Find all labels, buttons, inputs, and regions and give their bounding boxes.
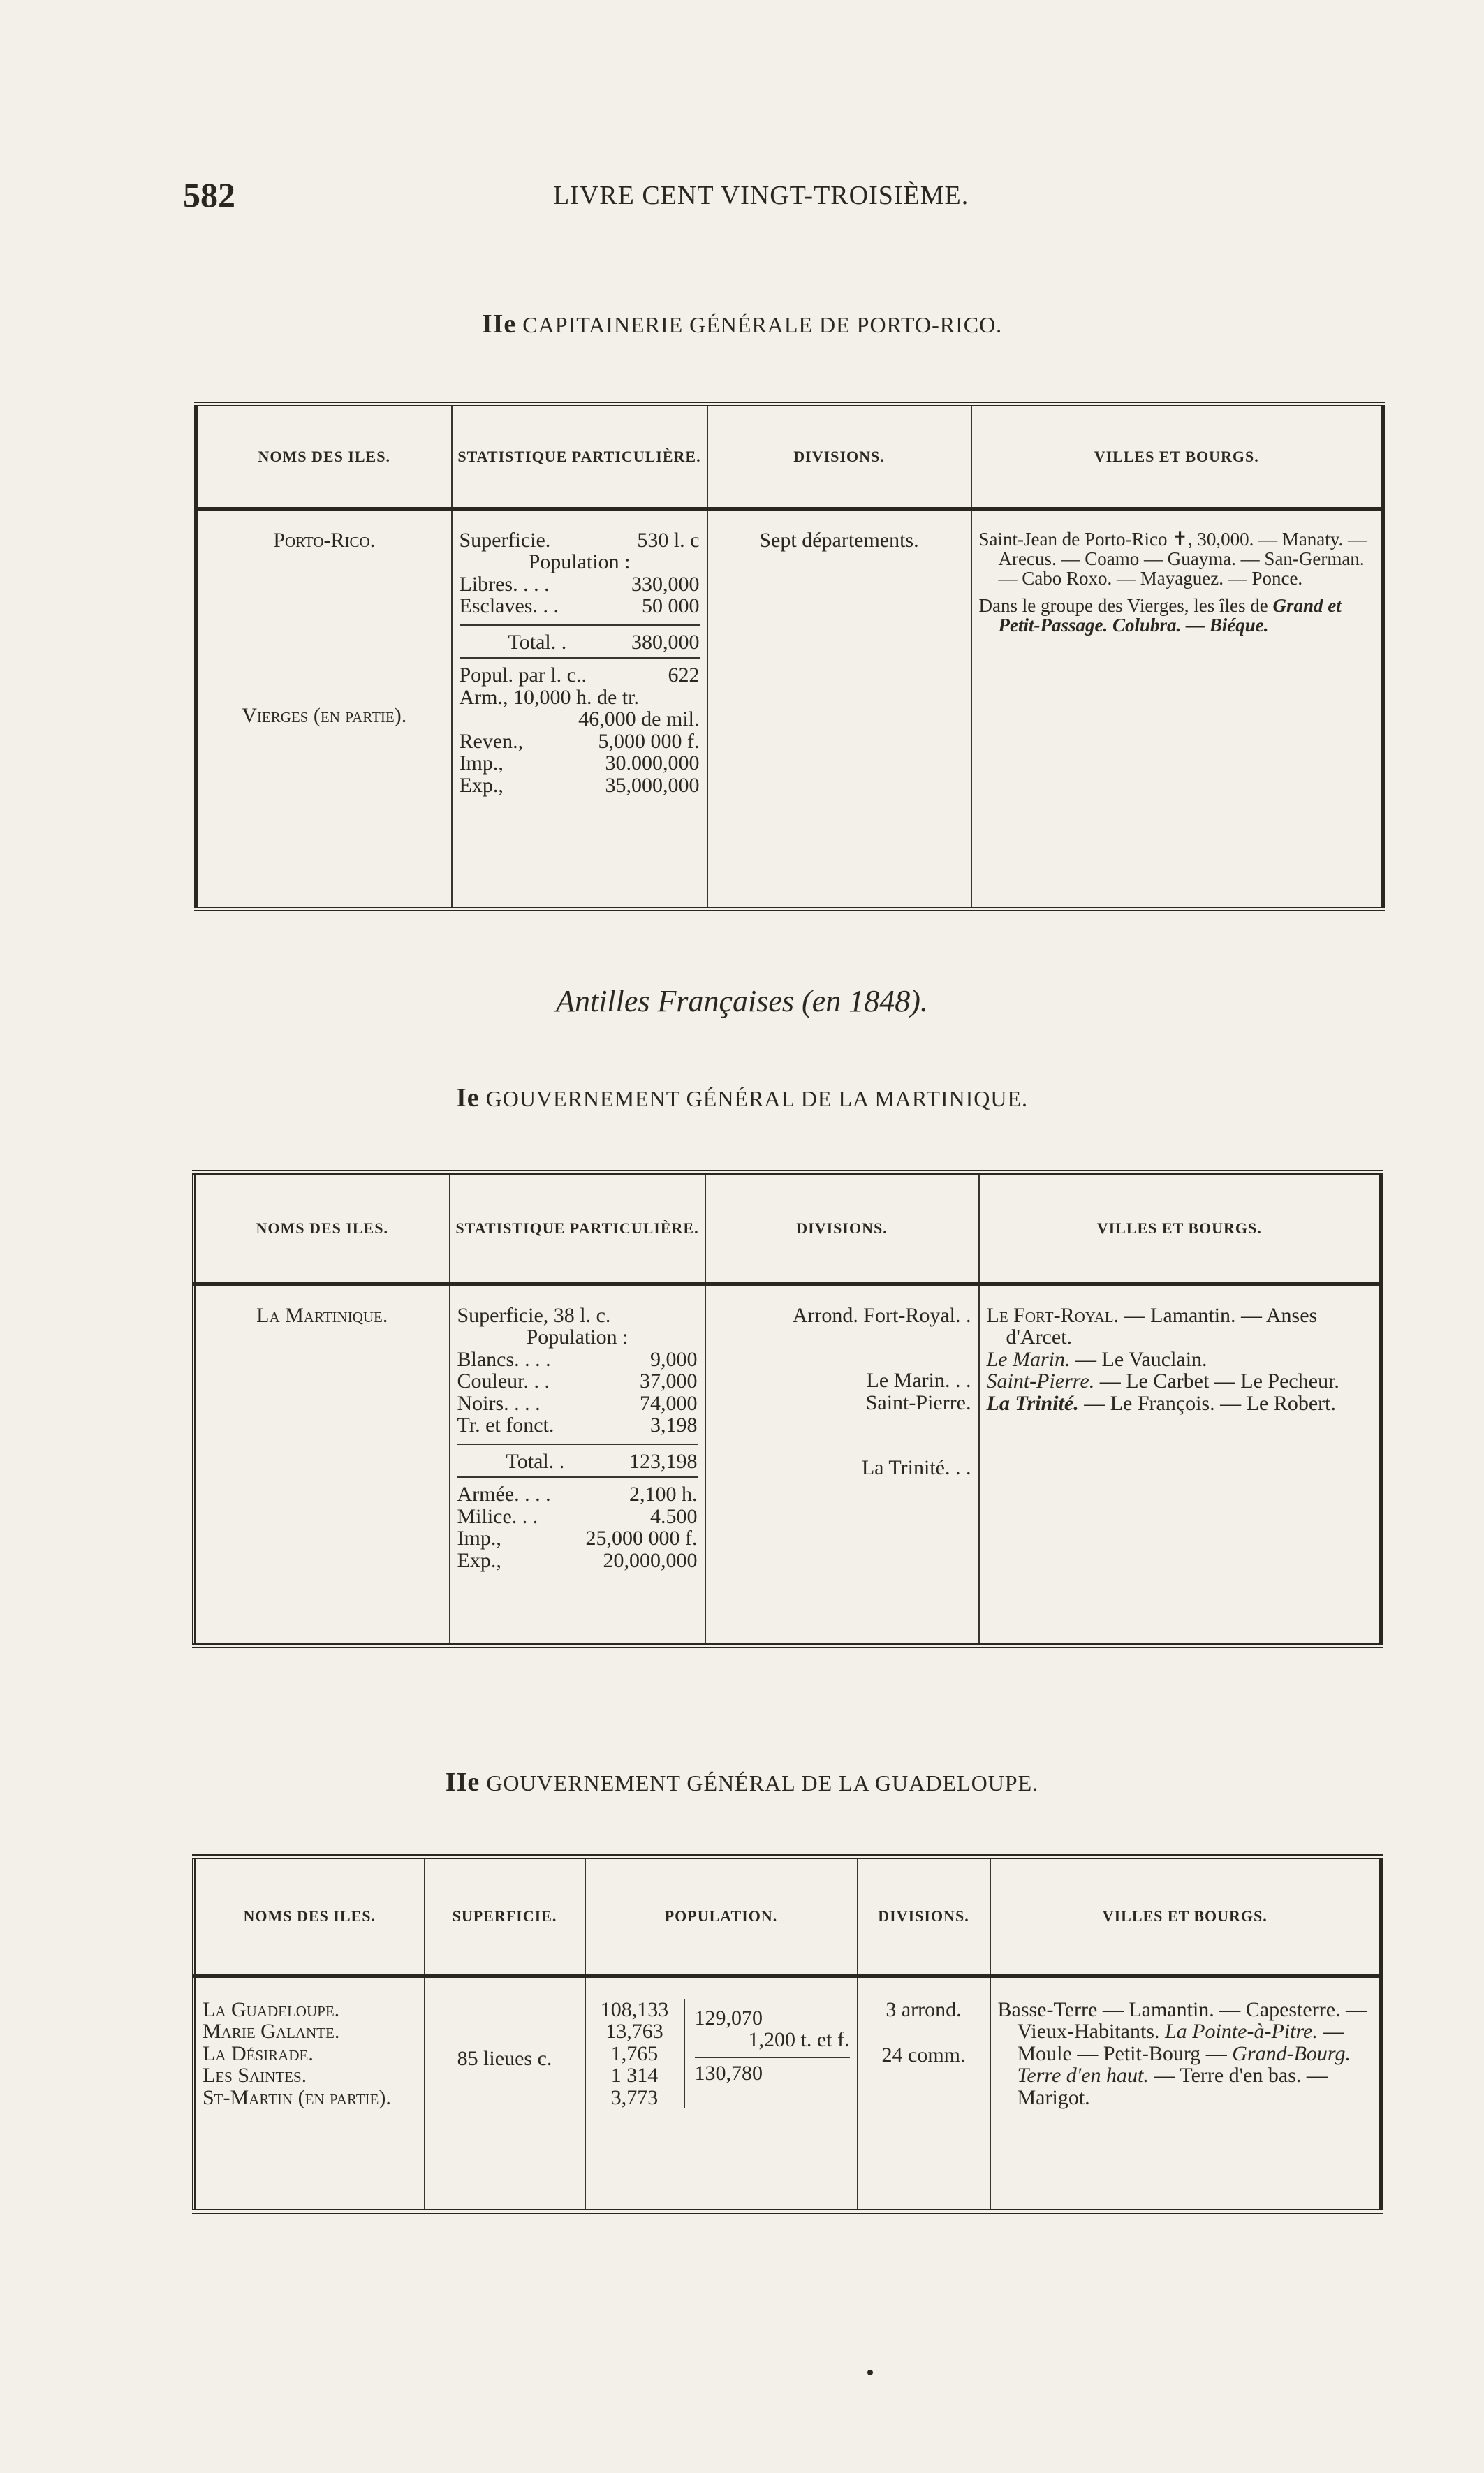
col-header-superficie: SUPERFICIE. xyxy=(425,1857,585,1976)
population-block xyxy=(593,1999,850,2109)
division-text: Le Marin. . . xyxy=(866,1369,971,1392)
stat-line: Exp., 35,000,000 xyxy=(459,773,700,797)
towns-cell xyxy=(990,1976,1381,2212)
divisions-cell xyxy=(705,1284,979,1646)
col-header-names: NOMS DES ILES. xyxy=(194,1857,425,1976)
total-rule xyxy=(457,1476,698,1478)
col-header-towns: VILLES ET BOURGS. xyxy=(971,404,1383,509)
stat-line: Couleur. . . 37,000 xyxy=(457,1370,698,1393)
population-value: 1 314 xyxy=(610,2064,659,2087)
stat-line: Superficie. 530 l. c xyxy=(459,528,700,552)
population-value: 13,763 xyxy=(605,2020,663,2043)
island-name: La Martinique. xyxy=(256,1303,388,1327)
section-title-guadeloupe: IIe GOUVERNEMENT GÉNÉRAL DE LA GUADELOUPE. xyxy=(445,1768,1039,1797)
stat-line: Population : xyxy=(528,550,631,573)
stat-line: Libres. . . . 330,000 xyxy=(459,572,700,596)
island-name: Les Saintes. xyxy=(203,2064,307,2087)
col-header-divisions: DIVISIONS. xyxy=(705,1173,979,1284)
towns-text: Saint-Jean de Porto-Rico ✝, 30,000. — Manaty. — Arecus. — Coamo — Guayma. — San-German. — Cabo Roxo. — Mayaguez. — Ponce. xyxy=(978,528,1367,589)
antilles-francaises-title: Antilles Françaises (en 1848). xyxy=(556,984,928,1018)
stat-line: 46,000 de mil. xyxy=(578,707,700,731)
stat-line: Armée. . . . 2,100 h. xyxy=(457,1483,698,1506)
total-rule xyxy=(460,657,700,659)
total-rule xyxy=(695,2057,850,2058)
division-text: Sept départements. xyxy=(759,528,919,552)
stat-line: Population : xyxy=(526,1326,629,1349)
population-value: 108,133 xyxy=(600,1997,669,2021)
superficie-value: 85 lieues c. xyxy=(457,2046,552,2070)
stat-line: Esclaves. . . 50 000 xyxy=(459,594,700,617)
division-text: 24 comm. xyxy=(881,2043,966,2067)
col-header-names: NOMS DES ILES. xyxy=(196,404,452,509)
towns-cell xyxy=(971,509,1383,909)
decorative-dot xyxy=(867,2370,873,2375)
population-cell xyxy=(585,1976,858,2212)
stat-line: Exp., 20,000,000 xyxy=(457,1548,698,1572)
guadeloupe-table xyxy=(192,1854,1383,2214)
island-names-cell xyxy=(196,509,452,909)
section-title-martinique: Ie GOUVERNEMENT GÉNÉRAL DE LA MARTINIQUE. xyxy=(455,1083,1029,1113)
towns-text: Saint-Pierre. — Le Carbet — Le Pecheur. xyxy=(986,1370,1339,1393)
stat-line: Imp., 25,000 000 f. xyxy=(457,1527,698,1550)
stat-line: Popul. par l. c.. 622 xyxy=(459,663,700,687)
statistics-cell xyxy=(450,1284,705,1646)
stat-line: Noirs. . . . 74,000 xyxy=(457,1391,698,1415)
col-header-divisions: DIVISIONS. xyxy=(858,1857,990,1976)
population-subtotal: 129,070 xyxy=(694,2006,763,2030)
division-text: Saint-Pierre. xyxy=(865,1390,971,1414)
towns-text: Le Marin. — Le Vauclain. xyxy=(986,1347,1207,1371)
col-header-statistics: STATISTIQUE PARTICULIÈRE. xyxy=(450,1173,705,1284)
running-title: LIVRE CENT VINGT-TROISIÈME. xyxy=(553,181,969,210)
division-text: La Trinité. . . xyxy=(861,1456,971,1479)
island-name: Porto-Rico. xyxy=(273,528,376,552)
population-value: 3,773 xyxy=(610,2085,659,2109)
stat-line: Tr. et fonct. 3,198 xyxy=(457,1414,698,1437)
towns-cell xyxy=(979,1284,1381,1646)
stat-line: Blancs. . . . 9,000 xyxy=(457,1347,698,1371)
island-names-cell xyxy=(194,1976,425,2212)
stat-line: Reven., 5,000 000 f. xyxy=(459,729,700,753)
total-rule xyxy=(457,1444,698,1445)
stat-line: Arm., 10,000 h. de tr. xyxy=(459,685,639,709)
stat-line: Milice. . . 4.500 xyxy=(457,1504,698,1528)
total-line: Total. . 123,198 xyxy=(506,1449,698,1473)
population-list xyxy=(593,1999,685,2109)
population-value: 1,765 xyxy=(610,2041,659,2065)
col-header-towns: VILLES ET BOURGS. xyxy=(990,1857,1381,1976)
island-name: La Désirade. xyxy=(203,2041,314,2065)
island-name: La Guadeloupe. xyxy=(203,1997,340,2021)
island-names-cell xyxy=(194,1284,450,1646)
towns-text: La Trinité. — Le François. — Le Robert. xyxy=(986,1391,1336,1415)
towns-text: Le Fort-Royal. — Lamantin. — Anses d'Arcet. xyxy=(986,1303,1318,1349)
divisions-cell xyxy=(858,1976,990,2212)
martinique-table xyxy=(192,1170,1383,1648)
total-line: Total. . 380,000 xyxy=(508,630,700,654)
towns-text: Dans le groupe des Vierges, les îles de Grand et Petit-Passage. Colubra. — Biéque. xyxy=(978,594,1342,636)
col-header-population: POPULATION. xyxy=(585,1857,858,1976)
col-header-names: NOMS DES ILES. xyxy=(194,1173,450,1284)
col-header-statistics: STATISTIQUE PARTICULIÈRE. xyxy=(452,404,707,509)
divisions-cell xyxy=(707,509,971,909)
towns-text: Basse-Terre — Lamantin. — Capesterre. — Vieux-Habitants. La Pointe-à-Pitre. — Moule — Petit-Bourg — Grand-Bourg. Terre d'en haut. — Terre d'en bas. — Marigot. xyxy=(997,1997,1367,2109)
col-header-towns: VILLES ET BOURGS. xyxy=(979,1173,1381,1284)
col-header-divisions: DIVISIONS. xyxy=(707,404,971,509)
division-text: Arrond. Fort-Royal. . xyxy=(792,1303,971,1327)
population-total: 130,780 xyxy=(694,2061,763,2085)
island-name: St-Martin (en partie). xyxy=(203,2085,391,2109)
page-header xyxy=(183,175,1370,217)
island-name: Vierges (en partie). xyxy=(242,704,407,727)
population-extra: 1,200 t. et f. xyxy=(748,2028,850,2051)
stat-line: Imp., 30.000,000 xyxy=(459,751,700,775)
stat-line: Superficie, 38 l. c. xyxy=(457,1303,611,1327)
porto-rico-table xyxy=(194,402,1385,911)
island-name: Marie Galante. xyxy=(203,2020,340,2043)
total-rule xyxy=(460,624,700,626)
statistics-cell xyxy=(452,509,707,909)
superficie-cell xyxy=(425,1976,585,2212)
division-text: 3 arrond. xyxy=(886,1997,962,2021)
population-totals xyxy=(685,1999,850,2085)
page-number: 582 xyxy=(183,175,235,214)
section-title-porto-rico: IIe CAPITAINERIE GÉNÉRALE DE PORTO-RICO. xyxy=(481,309,1003,339)
